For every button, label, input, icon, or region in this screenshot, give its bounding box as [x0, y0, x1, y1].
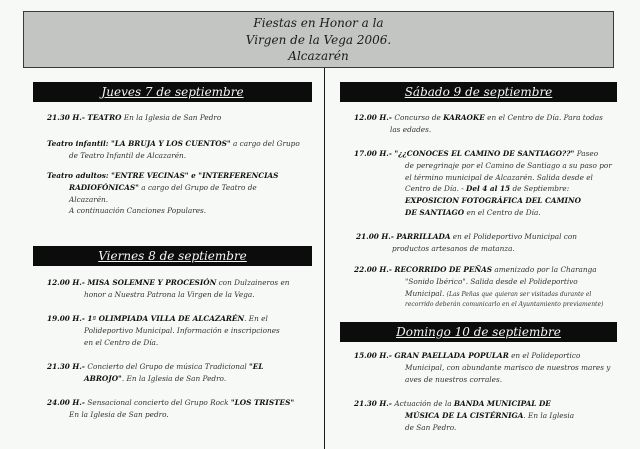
event-fri-los-tristes: 24.00 H.- Sensacional concierto del Grupo Rock "LOS TRISTES" En la Iglesia de San pedro.: [47, 398, 295, 419]
event-fri-misa: 12.00 H.- MISA SOLEMNE Y PROCESIÓN con Dulzaineros en honor a Nuestra Patrona la Virgen de la Vega.: [47, 278, 290, 299]
day-header-sunday: Domingo 10 de septiembre: [340, 322, 617, 342]
festival-title-box: [23, 11, 614, 68]
event-thu-teatro-adultos: Teatro adultos: "ENTRE VECINAS" e "INTERFERENCIAS RADIOFÓNICAS" a cargo del Grupo de Teatro de Alcazarén. A continuación Canciones Populares.: [47, 171, 279, 216]
day-header-friday: Viernes 8 de septiembre: [33, 246, 312, 266]
title-line-2: Virgen de la Vega 2006.: [245, 32, 392, 47]
event-fri-el-abrojo: 21.30 H.- Concierto del Grupo de música Tradicional "EL ABROJO". En la Iglesia de San Pedro.: [47, 362, 264, 383]
event-sun-banda-municipal: 21.30 H.- Actuación de la BANDA MUNICIPAL DE MÚSICA DE LA CISTÉRNIGA. En la Iglesia de San Pedro.: [354, 399, 575, 432]
event-sat-karaoke: 12.00 H.- Concurso de KARAOKE en el Centro de Día. Para todas las edades.: [354, 113, 603, 134]
event-sat-camino-santiago: 17.00 H.- "¿¿CONOCES EL CAMINO DE SANTIAGO??" Paseo de peregrinaje por el Camino de Santiago a su paso por el término municipal de Alcazarén. Salida desde el Centro de Día. - Del 4 al 15 de Septiembre: EXPOSICION FOTOGRÁFICA DEL CAMINO DE SANTIAGO en el Centro de Día.: [354, 149, 612, 217]
event-thu-teatro-infantil: Teatro infantil: "LA BRUJA Y LOS CUENTOS" a cargo del Grupo de Teatro Infantil de Alcazarén.: [47, 139, 300, 160]
event-sun-paellada: 15.00 H.- GRAN PAELLADA POPULAR en el Polideportico Municipal, con abundante marisco de nuestros mares y aves de nuestros corrales.: [354, 351, 611, 384]
title-line-3: Alcazarén: [288, 49, 349, 63]
event-sat-recorrido-penas: 22.00 H.- RECORRIDO DE PEÑAS amenizado por la Charanga "Sonido Ibérico". Salida desde el Polideportivo Municipal. (Las Peñas que quieran ser visitadas durante el recorrido deberán comunicarlo en el Ayuntamiento previamente): [354, 265, 604, 309]
title-line-1: Fiestas en Honor a la: [253, 16, 384, 30]
event-thu-teatro: 21.30 H.- TEATRO En la Iglesia de San Pedro: [47, 113, 222, 122]
day-header-thursday: Jueves 7 de septiembre: [33, 82, 312, 102]
event-fri-olimpiada: 19.00 H.- 1ª OLIMPIADA VILLA DE ALCAZARÉN. En el Polideportivo Municipal. Información e inscripciones en el Centro de Día.: [47, 314, 280, 347]
day-header-saturday: Sábado 9 de septiembre: [340, 82, 617, 102]
event-sat-parrillada: 21.00 H.- PARRILLADA en el Polideportivo Municipal con productos artesanos de matanza.: [356, 232, 577, 253]
column-divider: [324, 68, 325, 449]
